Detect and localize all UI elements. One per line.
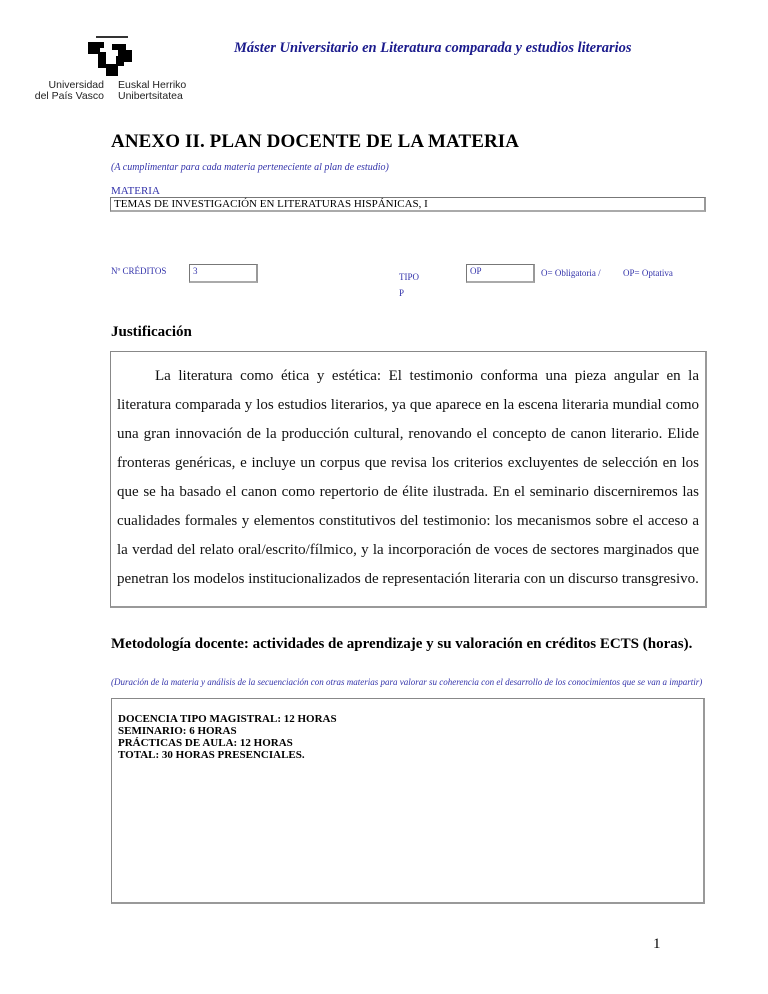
logo-text-spanish [26,80,104,102]
creditos-label: Nº CRÉDITOS [111,266,167,276]
metodologia-line: SEMINARIO: 6 HORAS [118,725,237,737]
upv-ehu-logo-icon [86,36,138,80]
creditos-field[interactable]: 3 [189,264,258,283]
metodologia-line: PRÁCTICAS DE AULA: 12 HORAS [118,737,293,749]
materia-label: MATERIA [111,185,160,197]
tipo-label [399,269,419,301]
metodologia-line: TOTAL: 30 HORAS PRESENCIALES. [118,749,305,761]
justificacion-box[interactable] [110,351,707,608]
header-title: Máster Universitario en Literatura comparada y estudios literarios [234,40,632,56]
tipo-label-line: P [399,288,405,298]
materia-field[interactable]: TEMAS DE INVESTIGACIÓN EN LITERATURAS HISPÁNICAS, I [110,197,706,212]
page-subtitle: (A cumplimentar para cada materia perteneciente al plan de estudio) [111,162,389,173]
logo-line: Euskal Herriko [118,79,187,91]
logo-line: Unibertsitatea [118,90,183,102]
metodologia-heading: Metodología docente: actividades de aprendizaje y su valoración en créditos ECTS (horas). [111,636,693,652]
tipo-label-line: TIPO [399,272,419,282]
logo-line: Universidad [48,79,104,91]
metodologia-line: DOCENCIA TIPO MAGISTRAL: 12 HORAS [118,713,337,725]
logo-line: del País Vasco [34,90,104,102]
tipo-legend-optativa: OP= Optativa [623,268,673,278]
university-logo [22,36,192,104]
justificacion-text: La literatura como ética y estética: El testimonio conforma una pieza angular en la literatura comparada y los estudios literarios, ya que aparece en la escena literaria mundial como una gran innovación de la producción cultural, renovando el concepto de canon literario. Elide fronteras genéricas, e incluye un corpus que revisa los criterios excluyentes de selección en los que se ha basado el canon como repertorio de élite ilustrada. En el seminario discerniremos las cualidades formales y elementos constitutivos del testimonio: los mecanismos sobre el acceso a la verdad del relato oral/escrito/fílmico, y la incorporación de voces de sectores marginados que penetran los modelos institucionalizados de representación literaria con un discurso transgresivo. [117,368,699,587]
logo-text-basque [118,80,198,102]
justificacion-heading: Justificación [111,324,192,340]
page-number: 1 [653,936,661,952]
page-title: ANEXO II. PLAN DOCENTE DE LA MATERIA [111,131,520,152]
metodologia-subtitle: (Duración de la materia y análisis de la secuenciación con otras materias para valorar su coherencia con el desarrollo de los conocimientos que se van a impartir) [111,677,703,687]
metodologia-box[interactable] [111,698,705,904]
tipo-legend-obligatoria: O= Obligatoria / [541,268,601,278]
tipo-field[interactable]: OP [466,264,535,283]
